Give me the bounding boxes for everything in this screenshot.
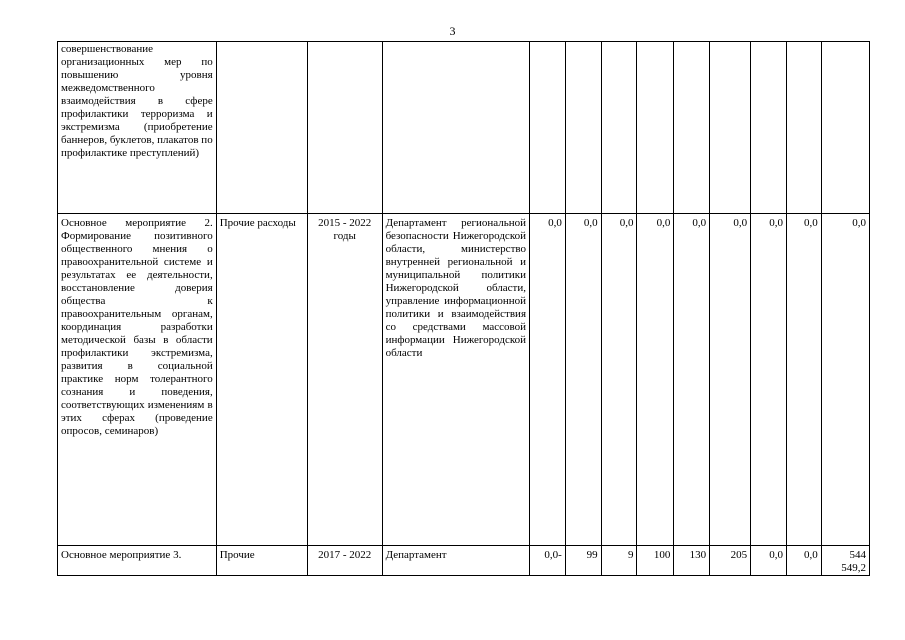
value-cell <box>565 42 601 214</box>
table-row <box>58 546 870 576</box>
category-cell <box>216 42 307 214</box>
value-cell <box>751 42 787 214</box>
value-cell <box>674 42 710 214</box>
page-number: 3 <box>449 24 456 38</box>
value-cell: 0,0 <box>751 546 787 576</box>
value-cell: 544 549,2 <box>821 546 869 576</box>
category-cell: Прочие расходы <box>216 214 307 546</box>
period-cell <box>307 42 382 214</box>
executor-cell: Департамент <box>382 546 529 576</box>
value-cell <box>710 42 751 214</box>
value-cell: 0,0 <box>674 214 710 546</box>
period-cell: 2017 - 2022 <box>307 546 382 576</box>
value-cell: 0,0 <box>821 214 869 546</box>
period-cell: 2015 - 2022 годы <box>307 214 382 546</box>
table-row <box>58 214 870 546</box>
activity-cell: Основное мероприятие 2. Формирование позитивного общественного мнения о правоохранительной системе и результатах ее деятельности, восстановление доверия общества к правоохранительным органам, координация разработки методической базы в области профилактики экстремизма, развития в социальной практике норм толерантного сознания и поведения, соответствующих изменениям в этих сферах (проведение опросов, семинаров) <box>58 214 217 546</box>
value-cell: 130 <box>674 546 710 576</box>
value-cell: 99 <box>565 546 601 576</box>
value-cell <box>530 42 566 214</box>
value-cell <box>821 42 869 214</box>
value-cell: 205 <box>710 546 751 576</box>
executor-cell: Департамент региональной безопасности Нижегородской области, министерство внутренней региональной и муниципальной политики Нижегородской области, управление информационной политики и взаимодействия со средствами массовой информации Нижегородской области <box>382 214 529 546</box>
value-cell: 9 <box>601 546 637 576</box>
value-cell: 0,0- <box>530 546 566 576</box>
value-cell: 0,0 <box>565 214 601 546</box>
executor-cell <box>382 42 529 214</box>
table-row <box>58 42 870 214</box>
value-cell: 0,0 <box>786 546 821 576</box>
value-cell: 0,0 <box>710 214 751 546</box>
activity-cell: Основное мероприятие 3. <box>58 546 217 576</box>
value-cell: 100 <box>637 546 674 576</box>
value-cell: 0,0 <box>786 214 821 546</box>
activity-cell: совершенствование организационных мер по повышению уровня межведомственного взаимодействия в сфере профилактики терроризма и экстремизма (приобретение баннеров, буклетов, плакатов по профилактике преступлений) <box>58 42 217 214</box>
value-cell <box>637 42 674 214</box>
value-cell <box>786 42 821 214</box>
category-cell: Прочие <box>216 546 307 576</box>
value-cell: 0,0 <box>530 214 566 546</box>
value-cell: 0,0 <box>751 214 787 546</box>
program-activities-table <box>57 41 870 576</box>
value-cell: 0,0 <box>601 214 637 546</box>
value-cell <box>601 42 637 214</box>
value-cell: 0,0 <box>637 214 674 546</box>
